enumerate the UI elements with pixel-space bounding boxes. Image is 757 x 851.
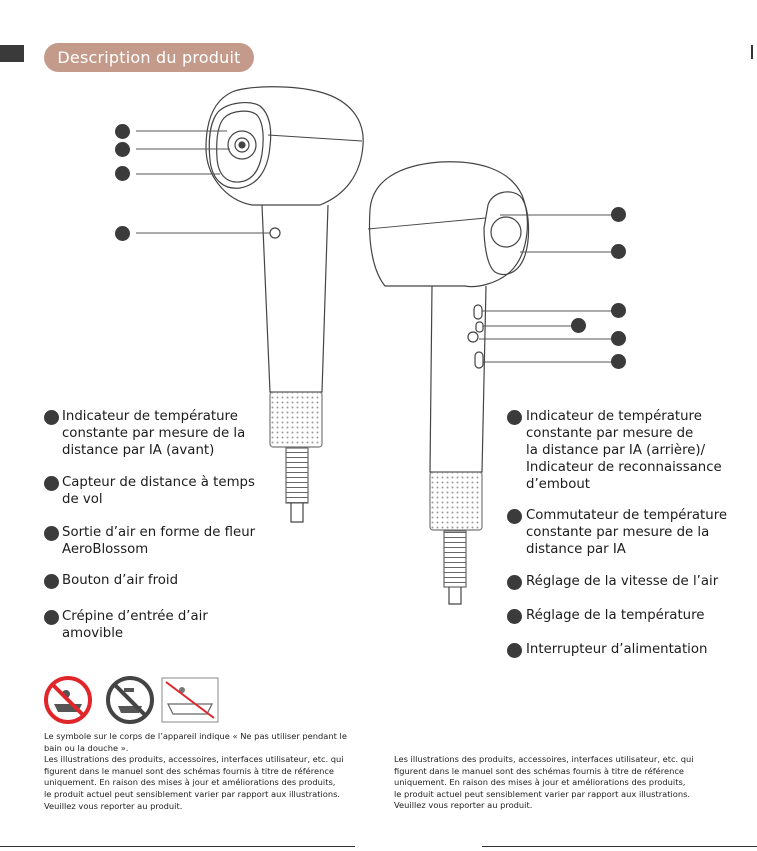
legend-dot [507, 509, 522, 524]
section-title: Description du produit [44, 43, 254, 72]
callout-dot [611, 303, 626, 318]
legend-back-temp-indicator: Indicateur de température constante par mesure de la distance par IA (arrière)/ Indicateur de reconnaissance d’embout [526, 409, 722, 492]
no-shower-icon [108, 678, 152, 722]
legend-temperature: Réglage de la température [526, 608, 705, 623]
callout-dot [611, 244, 626, 259]
legend-tof-sensor: Capteur de distance à temps de vol [62, 475, 255, 507]
legend-dot [507, 643, 522, 658]
callout-dot [115, 226, 130, 241]
legend-air-filter: Crépine d’entrée d’air amovible [62, 609, 208, 641]
callout-dot [571, 318, 586, 333]
legend-dot [44, 410, 59, 425]
callout-dot [611, 331, 626, 346]
left-footnote: Le symbole sur le corps de l’appareil indique « Ne pas utiliser pendant le bain ou la douche ». Les illustrations des produits, accessoires, interfaces utilisateur, etc. qui figurent dans le manuel sont des schémas fournis à titre de référence uniquement. En raison des mises à jour et améliorations des produits, le produit actuel peut sensiblement varier par rapport aux illustrations. Veuillez vous reporter au produit. [44, 731, 347, 811]
bottom-rule-left [0, 846, 355, 847]
legend-air-speed: Réglage de la vitesse de l’air [526, 574, 719, 589]
legend-dot [44, 574, 59, 589]
legend-dot [44, 476, 59, 491]
front-callout-lines [136, 131, 270, 233]
legend-front-temp-indicator: Indicateur de température constante par mesure de la distance par IA (avant) [62, 409, 246, 458]
legend-dot [507, 609, 522, 624]
legend-dot [507, 410, 522, 425]
legend-temp-switch: Commutateur de température constante par mesure de la distance par IA [526, 508, 728, 557]
no-bath-icon [46, 678, 90, 722]
back-view-dryer [368, 162, 529, 604]
warning-icons [44, 676, 220, 724]
legend-air-outlet: Sortie d’air en forme de fleur AeroBlossom [62, 525, 256, 557]
legend-dot [507, 575, 522, 590]
callout-dot [115, 142, 130, 157]
bottom-rule-right [482, 846, 757, 847]
callout-dot [611, 354, 626, 369]
callout-dot [115, 124, 130, 139]
callout-dot [115, 166, 130, 181]
back-callout-lines [479, 215, 612, 362]
right-footnote: Les illustrations des produits, accessoires, interfaces utilisateur, etc. qui figurent dans le manuel sont des schémas fournis à titre de référence uniquement. En raison des mises à jour et améliorations des produits, le produit actuel peut sensiblement varier par rapport aux illustrations. Veuillez vous reporter au produit. [394, 754, 694, 811]
legend-dot [44, 610, 59, 625]
legend-cold-air-button: Bouton d’air froid [62, 573, 179, 588]
callout-dot [611, 207, 626, 222]
legend-power-switch: Interrupteur d’alimentation [526, 642, 708, 657]
legend-dot [44, 526, 59, 541]
no-bathtub-icon [162, 678, 218, 722]
